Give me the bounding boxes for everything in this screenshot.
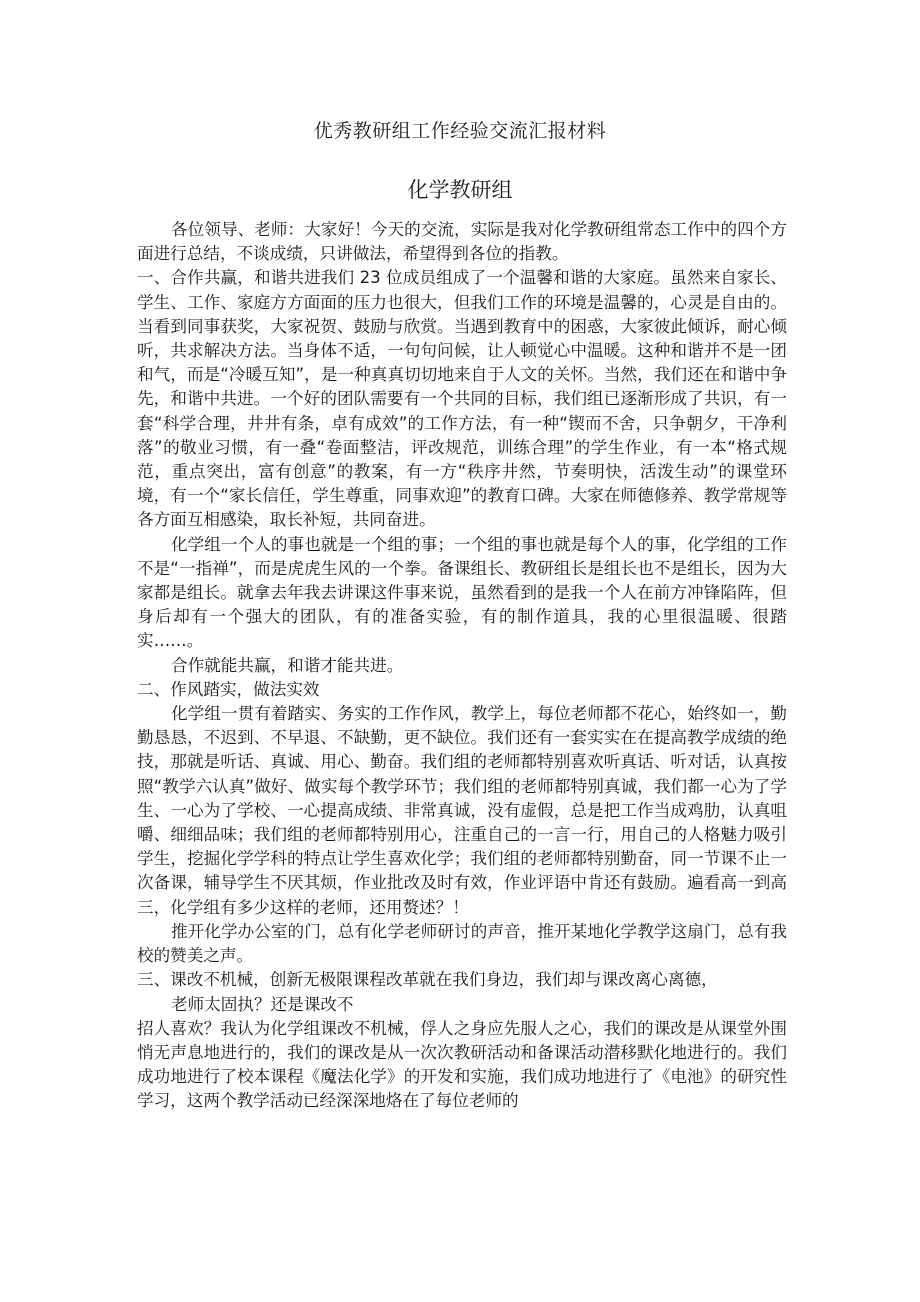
section-heading-two: 二、作风踏实，做法实效 <box>137 679 320 699</box>
paragraph-section-three: 招人喜欢？我认为化学组课改不机械，俘人之身应先服人之心，我们的课改是从课堂外围悄无声息地进行的，我们的课改是从一次次教研活动和备课活动潜移默化地进行的。我们成功地进行了校本课程《魔法化学》的开发和实施，我们成功地进行了《电池》的研究性学习，这两个教学活动已经深深地烙在了每位老师的 <box>137 1018 787 1111</box>
paragraph-section-two: 化学组一贯有着踏实、务实的工作作风，教学上，每位老师都不花心，始终如一，勤勤恳恳，不迟到、不早退、不缺勤，更不缺位。我们还有一套实实在在提高教学成绩的绝技，那就是听话、真诚、用心、勤奋。我们组的老师都特别喜欢听真话、听对话，认真按照“教学六认真”做好、做实每个教学环节；我们组的老师都特别真诚，我们都一心为了学生、一心为了学校、一心提高成绩、非常真诚，没有虚假，总是把工作当成鸡肋，认真咀嚼、细细品味；我们组的老师都特别用心，注重自己的一言一行，用自己的人格魅力吸引学生，挖掘化学学科的特点让学生喜欢化学；我们组的老师都特别勤奋，同一节课不止一次备课，辅导学生不厌其烦，作业批改及时有效，作业评语中肯还有鼓励。遍看高一到高三，化学组有多少这样的老师，还用赘述？！ <box>137 704 787 917</box>
paragraph-summary-one: 合作就能共赢，和谐才能共进。 <box>171 655 404 675</box>
paragraph-greeting: 各位领导、老师：大家好！今天的交流，实际是我对化学教研组常态工作中的四个方面进行总结，不谈成绩，只讲做法，希望得到各位的指教。 <box>137 220 787 264</box>
paragraph-office-door: 推开化学办公室的门，总有化学老师研讨的声音，推开某地化学教学这扇门，总有我校的赞美之声。 <box>137 921 787 966</box>
paragraph-question-line: 老师太固执？还是课改不 <box>171 994 354 1014</box>
section-heading-three: 三、课改不机械，创新无极限课程改革就在我们身边，我们却与课改离心离德， <box>137 970 718 990</box>
paragraph-team-work: 化学组一个人的事也就是一个组的事；一个组的事也就是每个人的事，化学组的工作不是“一指禅”，而是虎虎生风的一个拳。备课组长、教研组长是组长也不是组长，因为大家都是组长。就拿去年我去讲课这件事来说，虽然看到的是我一个人在前方冲锋陷阵，但身后却有一个强大的团队，有的准备实验，有的制作道具，我的心里很温暖、很踏实……。 <box>137 534 787 651</box>
document-subtitle: 化学教研组 <box>407 178 513 202</box>
document-title: 优秀教研组工作经验交流汇报材料 <box>313 120 607 142</box>
document-body <box>137 218 787 1114</box>
paragraph-section-one: 一、合作共赢，和谐共进我们 23 位成员组成了一个温馨和谐的大家庭。虽然来自家长、学生、工作、家庭方方面面的压力也很大，但我们工作的环境是温馨的，心灵是自由的。当看到同事获奖，大家祝贺、鼓励与欣赏。当遇到教育中的困惑，大家彼此倾诉，耐心倾听，共求解决方法。当身体不适，一句句问候，让人顿觉心中温暖。这种和谐并不是一团和气，而是“冷暖互知”，是一种真真切切地来自于人文的关怀。当然，我们还在和谐中争先，和谐中共进。一个好的团队需要有一个共同的目标，我们组已逐渐形成了共识，有一套“科学合理，井井有条，卓有成效”的工作方法，有一种“锲而不舍，只争朝夕，干净利落”的敬业习惯，有一叠“卷面整洁，评改规范，训练合理”的学生作业，有一本“格式规范，重点突出，富有创意”的教案，有一方“秩序井然，节奏明快，活泼生动”的课堂环境，有一个“家长信任，学生尊重，同事欢迎”的教育口碑。大家在师德修养、教学常规等各方面互相感染，取长补短，共同奋进。 <box>137 268 787 530</box>
